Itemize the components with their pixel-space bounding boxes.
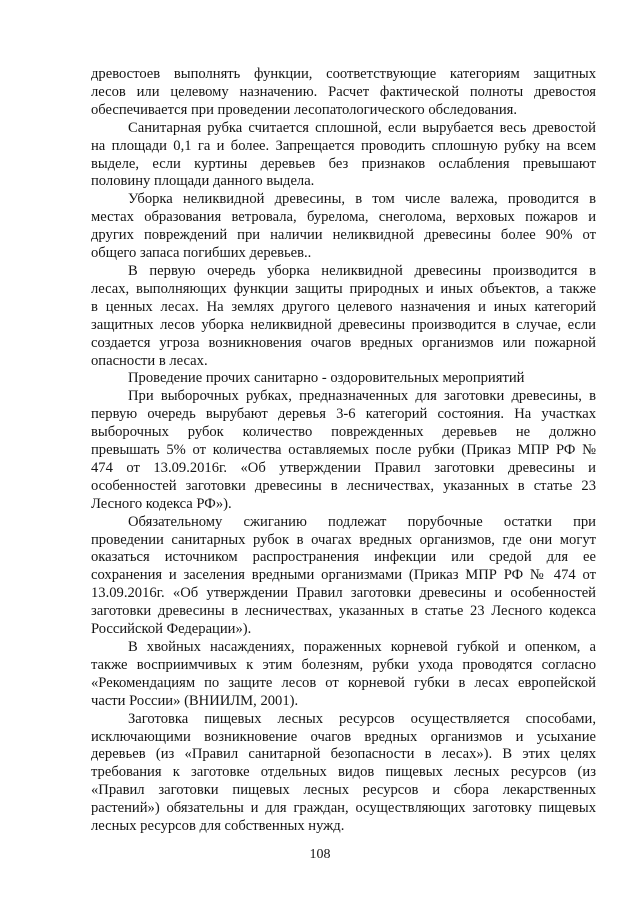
text-line: Обязательному сжиганию подлежат порубочные остатки при xyxy=(128,513,596,530)
page-number: 108 xyxy=(309,847,331,862)
text-line: выборочных рубок количество поврежденных деревьев не должно xyxy=(91,424,596,441)
text-line: в ценных лесах. На землях другого целевого назначения и иных категорий xyxy=(91,298,596,315)
paragraph xyxy=(91,66,596,120)
paragraph xyxy=(91,263,596,370)
text-line: заготовки древесины в лесничествах, указанных в статье 23 Лесного кодекса xyxy=(91,603,596,620)
text-line: лесов или целевому назначению. Расчет фактической полноты древостоя xyxy=(91,83,596,100)
document-body xyxy=(91,66,596,836)
text-line: 13.09.2016г. «Об утверждении Правил заготовки древесины и особенностей xyxy=(91,585,596,602)
text-line: части России» (ВНИИЛМ, 2001). xyxy=(91,692,299,709)
text-line: лесах, выполняющих функции защиты природных и иных объектов, а также xyxy=(91,280,596,297)
text-line: на площади 0,1 га и более. Запрещается проводить сплошную рубку на всем xyxy=(91,137,596,154)
text-line: половину площади данного выдела. xyxy=(91,173,315,190)
paragraph xyxy=(91,191,596,263)
text-line: превышать 5% от количества оставляемых после рубки (Приказ МПР РФ № xyxy=(91,442,596,459)
text-line: местах образования ветровала, бурелома, снеголома, верховых пожаров и xyxy=(91,209,596,226)
text-line: древостоев выполнять функции, соответствующие категориям защитных xyxy=(91,66,596,82)
paragraph xyxy=(91,639,596,711)
text-line: деревьев (из «Правил санитарной безопасности в лесах»). В этих целях xyxy=(91,746,596,763)
text-line: В хвойных насаждениях, пораженных корневой губкой и опенком, а xyxy=(128,639,596,655)
text-line: Заготовка пищевых лесных ресурсов осуществляется способами, xyxy=(128,710,596,727)
text-line: «Правил заготовки пищевых лесных ресурсов и сбора лекарственных xyxy=(91,782,596,799)
text-line: Лесного кодекса РФ»). xyxy=(91,495,232,512)
text-line: 474 от 13.09.2016г. «Об утверждении Правил заготовки древесины и xyxy=(91,459,596,476)
text-line: опасности в лесах. xyxy=(91,352,208,369)
text-line: растений») обязательны и для граждан, осуществляющих заготовку пищевых xyxy=(91,800,596,817)
text-line: При выборочных рубках, предназначенных для заготовки древесины, в xyxy=(128,388,596,405)
text-line: обеспечивается при проведении лесопатологического обследования. xyxy=(91,101,517,118)
text-line: Российской Федерации»). xyxy=(91,621,252,638)
text-line: сохранения и заселения вредными организмами (Приказ МПР РФ № 474 от xyxy=(91,567,596,584)
paragraph xyxy=(91,388,596,513)
text-line: особенностей заготовки древесины в лесничествах, указанных в статье 23 xyxy=(91,477,596,494)
text-line: лесных ресурсов для собственных нужд. xyxy=(91,818,345,835)
text-line: «Рекомендациям по защите лесов от корневой губки в лесах европейской xyxy=(91,674,596,691)
paragraph xyxy=(91,370,596,388)
text-line: В первую очередь уборка неликвидной древесины производится в xyxy=(128,262,596,279)
text-line: Уборка неликвидной древесины, в том числе валежа, проводится в xyxy=(128,191,596,208)
text-line: требования к заготовке отдельных видов пищевых лесных ресурсов (из xyxy=(91,764,596,781)
text-line: защитных лесов уборка неликвидной древесины производится в случае, если xyxy=(91,316,596,333)
text-line: исключающими возникновение очагов вредных организмов и усыхание xyxy=(91,728,596,745)
text-line: создается угроза возникновения очагов вредных организмов или пожарной xyxy=(91,334,596,351)
text-line: первую очередь вырубают деревья 3-6 категорий состояния. На участках xyxy=(91,406,596,423)
text-line: выделе, если куртины деревьев без признаков ослабления превышают xyxy=(91,155,596,172)
text-line: также восприимчивых к этим болезням, рубки ухода проводятся согласно xyxy=(91,656,596,673)
text-line: Санитарная рубка считается сплошной, если вырубается весь древостой xyxy=(128,119,596,136)
paragraph xyxy=(91,514,596,639)
text-line: Проведение прочих санитарно - оздоровительных мероприятий xyxy=(128,370,525,387)
text-line: общего запаса погибших деревьев.. xyxy=(91,245,312,262)
paragraph xyxy=(91,711,596,836)
text-line: проведении санитарных рубок в очагах вредных организмов, где они могут xyxy=(91,531,596,548)
text-line: других повреждений при наличии неликвидной древесины более 90% от xyxy=(91,227,596,244)
paragraph xyxy=(91,120,596,192)
text-line: оказаться источником распространения инфекции или средой для ее xyxy=(91,549,596,566)
